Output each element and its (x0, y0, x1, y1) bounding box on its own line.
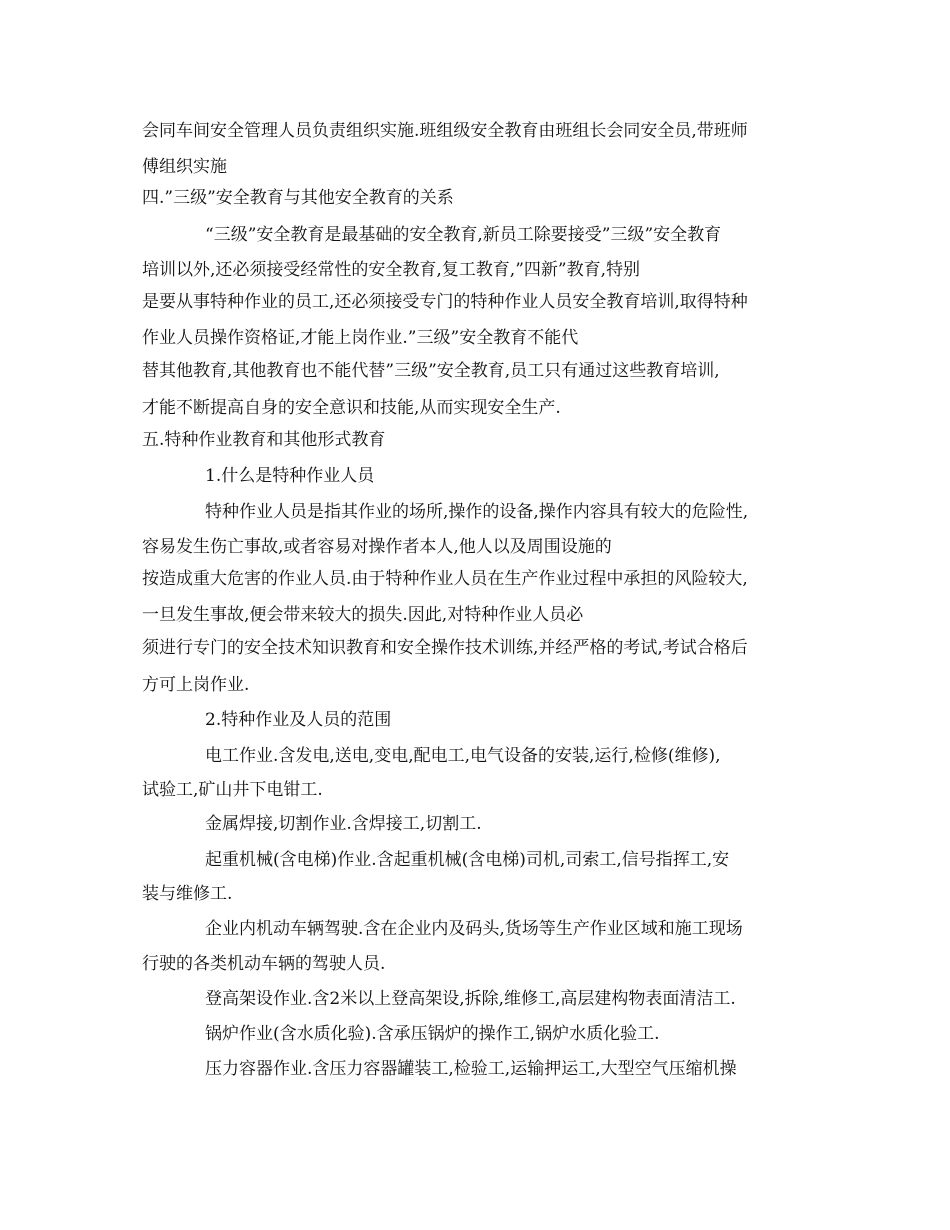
paragraph-line: 容易发生伤亡事故,或者容易对操作者本人,他人以及周围设施的 (142, 537, 612, 557)
subsection-heading: 1.什么是特种作业人员 (205, 466, 375, 486)
section-heading: 五.特种作业教育和其他形式教育 (142, 430, 386, 450)
paragraph-line: 按造成重大危害的作业人员.由于特种作业人员在生产作业过程中承担的风险较大, (142, 569, 748, 589)
paragraph-line: 登高架设作业.含2米以上登高架设,拆除,维修工,高层建构物表面清洁工. (205, 989, 736, 1009)
paragraph-line: 会同车间安全管理人员负责组织实施.班组级安全教育由班组长会同安全员,带班师 (142, 121, 748, 141)
paragraph-line: 培训以外,还必须接受经常性的安全教育,复工教育,”四新”教育,特别 (142, 260, 640, 280)
paragraph-line: 是要从事特种作业的员工,还必须接受专门的特种作业人员安全教育培训,取得特种 (142, 292, 748, 312)
paragraph-line: 一旦发生事故,便会带来较大的损失.因此,对特种作业人员必 (142, 605, 584, 625)
subsection-heading: 2.特种作业及人员的范围 (205, 710, 392, 730)
paragraph-line: 作业人员操作资格证,才能上岗作业.”三级”安全教育不能代 (142, 328, 579, 348)
paragraph-line: 须进行专门的安全技术知识教育和安全操作技术训练,并经严格的考试,考试合格后 (142, 638, 748, 658)
section-heading: 四.”三级”安全教育与其他安全教育的关系 (142, 188, 454, 208)
paragraph-line: 锅炉作业(含水质化验).含承压锅炉的操作工,锅炉水质化验工. (205, 1024, 660, 1044)
paragraph-line: 才能不断提高自身的安全意识和技能,从而实现安全生产. (142, 398, 561, 418)
paragraph-line: 装与维修工. (142, 884, 233, 904)
paragraph-line: 企业内机动车辆驾驶.含在企业内及码头,货场等生产作业区域和施工现场 (205, 919, 743, 939)
paragraph-line: 起重机械(含电梯)作业.含起重机械(含电梯)司机,司索工,信号指挥工,安 (205, 850, 730, 870)
paragraph-line: 方可上岗作业. (142, 675, 250, 695)
paragraph-line: 压力容器作业.含压力容器罐装工,检验工,运输押运工,大型空气压缩机操 (205, 1059, 737, 1079)
paragraph-line: 傅组织实施 (142, 157, 227, 177)
paragraph-line: 行驶的各类机动车辆的驾驶人员. (142, 954, 386, 974)
paragraph-line: 金属焊接,切割作业.含焊接工,切割工. (205, 814, 482, 834)
paragraph-line: 替其他教育,其他教育也不能代替”三级”安全教育,员工只有通过这些教育培训, (142, 361, 720, 381)
paragraph-line: 电工作业.含发电,送电,变电,配电工,电气设备的安装,运行,检修(维修), (205, 746, 721, 766)
paragraph-line: 特种作业人员是指其作业的场所,操作的设备,操作内容具有较大的危险性, (205, 502, 749, 522)
paragraph-line: “三级”安全教育是最基础的安全教育,新员工除要接受”三级”安全教育 (205, 225, 722, 245)
paragraph-line: 试验工,矿山井下电钳工. (142, 780, 323, 800)
